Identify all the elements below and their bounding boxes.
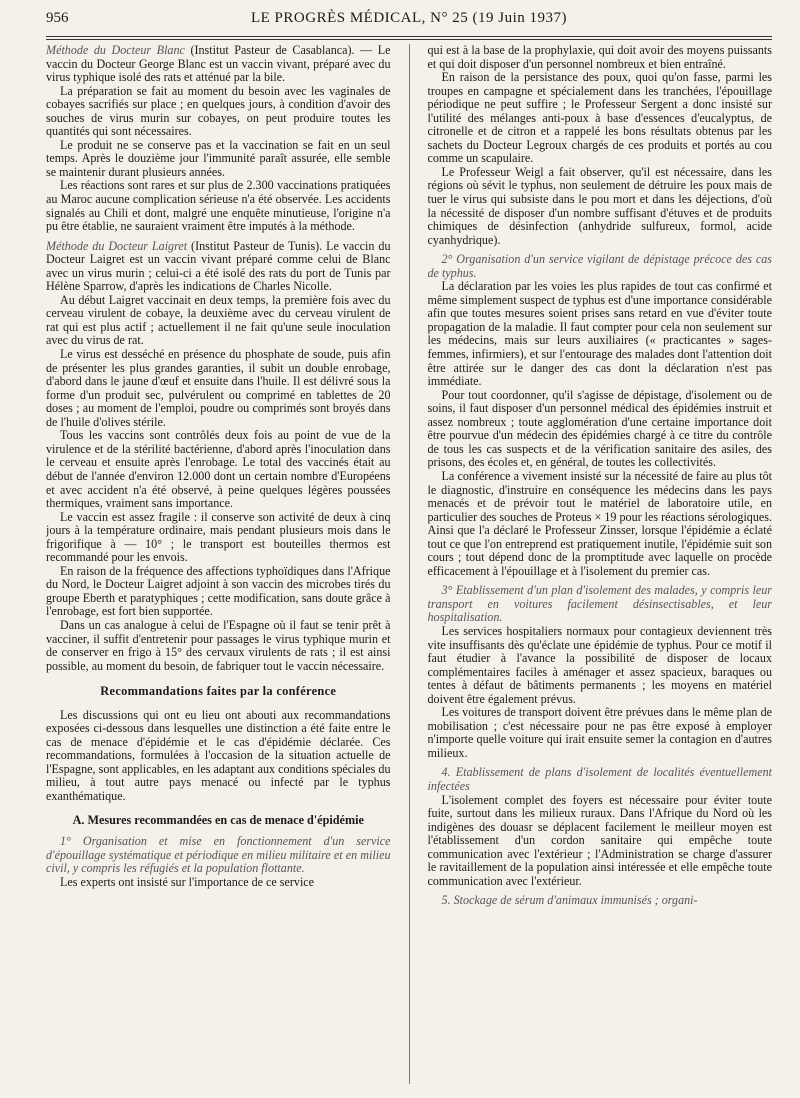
paragraph-text: (Institut Pasteur de Tunis). Le vaccin du Docteur Laigret est un vaccin vivant préparé comme celui de Blanc avec un virus murin ; celui-ci a été isolé des rats du port de Tunis par Hélène Sparrow, d'après les indications de Charles Nicolle. (46, 238, 391, 294)
page-number: 956 (46, 10, 69, 26)
body-paragraph (46, 44, 391, 85)
body-paragraph: Tous les vaccins sont contrôlés deux fois au point de vue de la virulence et de la stérilité bactérienne, d'abord après l'inoculation dans le cerveau et ensuite après l'enrobage. Le total des vaccinés était au début de l'année d'environ 12.000 dont un certain nombre d'Européens et avec accident n'a été observé, à peine quelques légères poussées thermiques, vraiment sans importance. (46, 428, 391, 511)
body-paragraph: En raison de la persistance des poux, quoi qu'on fasse, parmi les troupes en campagne et spécialement dans les tranchées, l'épouillage périodique ne peut suffire ; le Professeur Sergent a donc insisté sur l'utilité des mélanges anti-poux à base d'essences d'eucalyptus, de citronelle et de citron et a rappelé les bons résultats obtenus par les sachets du Docteur Legroux chargés de ces produits et portés au cou comme un scapulaire. (427, 70, 772, 166)
page-header (46, 10, 772, 36)
method-title: Méthode du Docteur Laigret (46, 238, 188, 253)
right-column (428, 44, 773, 1084)
body-paragraph: Les services hospitaliers normaux pour contagieux deviennent très vite insuffisants dès qu'éclate une épidémie de typhus. Pour ce motif il faut étudier à l'avance la possibilité de disposer de locaux complémentaires faciles à aménager et assez spacieux, baraques ou tentes à défaut de bâtiments permanents ; les moyens en matériel doivent être également prévus. (427, 623, 772, 706)
body-paragraph: La conférence a vivement insisté sur la nécessité de faire au plus tôt le diagnostic, d'instruire en conséquence les médecins dans les pays menacés et de prévoir tout le matériel de laboratoire utile, en particulier des souches de Proteus × 19 pour les réactions sérologiques. Ainsi que l'a déclaré le Professeur Zinsser, lorsque l'épidémie a éclaté tout ce que l'on entreprend est pratiquement inutile, l'épidémie suit son cours ; tout dépend donc de la promptitude avec laquelle on procède efficacement à l'épouillage et à l'isolement du premier cas. (427, 468, 772, 578)
section-heading: Recommandations faites par la conférence (100, 684, 337, 699)
body-paragraph: Le vaccin est assez fragile : il conserve son activité de deux à cinq jours à la température ordinaire, mais pendant plusieurs mois dans le frigorifique à — 10° ; le transport est bouteilles thermos est recommandé pour les envois. (46, 509, 391, 565)
body-paragraph: Les voitures de transport doivent être prévues dans le même plan de mobilisation ; c'est nécessaire pour ne pas être exposé à employer n'importe quelle voiture qui irait ensuite semer la contagion en d'autres milieux. (427, 705, 772, 760)
paragraph-text: (Institut Pasteur de Casablanca). — Le vaccin du Docteur George Blanc est un vaccin vivant, préparé avec du virus typhique isolé des rats et atténué par la bile. (46, 44, 391, 85)
body-paragraph: Le produit ne se conserve pas et la vaccination se fait en un seul temps. Après le douzième jour l'immunité paraît assurée, elle semble se maintenir durant plusieurs années. (46, 137, 391, 179)
body-paragraph: En raison de la fréquence des affections typhoïdiques dans l'Afrique du Nord, le Docteur Laigret adjoint à son vaccin des microbes tirés du groupe Eberth et paratyphiques ; cette modification, sans doute grâce à l'enrobage, est fort bien supportée. (46, 563, 391, 619)
body-paragraph (46, 240, 391, 294)
numbered-heading-paragraph: 3° Etablissement d'un plan d'isolement des malades, y compris leur transport en voitures facilement désinsectisables, et leur hospitalisation. (427, 583, 772, 625)
method-title: Méthode du Docteur Blanc (46, 44, 185, 57)
body-paragraph: Dans un cas analogue à celui de l'Espagne où il faut se tenir prêt à vacciner, il suffit d'entretenir pour passages le virus typhique murin et de conserver en frigo à 15° des cervaux virulents de rats ; il est ainsi possible, au moment du besoin, de fabriquer tout le vaccin nécessaire. (46, 617, 391, 673)
body-paragraph: Le Professeur Weigl a fait observer, qu'il est nécessaire, dans les régions où sévit le typhus, non seulement de détruire les poux mais de tuer le virus qui subsiste dans le pou mort et dans les déjections, d'où la nécessité de disposer d'un nombre suffisant d'étuves et de produits chimiques de désinfection (anhydride sulfureux, formol, acide cyanhydrique). (427, 164, 772, 247)
left-column (46, 44, 391, 1084)
numbered-heading-paragraph: 2° Organisation d'un service vigilant de dépistage précoce des cas de typhus. (427, 252, 772, 280)
header-rule (46, 36, 772, 40)
body-paragraph: Les experts ont insisté sur l'importance de ce service (60, 874, 315, 889)
body-paragraph: Pour tout coordonner, qu'il s'agisse de dépistage, d'isolement ou de soins, il faut disposer d'un personnel médical des épidémies instruit et assez nombreux ; toute agglomération d'une certaine importance doit être pourvue d'un médecin des épidémies chargé à ce titre du contrôle de tous les cas suspects et de la vérification sanitaire des asiles, des prisons, des écoles et, en général, de toutes les collectivités. (427, 387, 772, 470)
body-paragraph: Les discussions qui ont eu lieu ont abouti aux recommandations exposées ci-dessous dans lesquelles une distinction a été faite entre le cas de menace d'épidémie et le cas d'épidémie déclarée. Ces recommandations, formulées à l'occasion de la situation actuelle de l'Espagne, sont applicables, en les adaptant aux conditions spéciales du milieu, à tout autre pays menacé ou infecté par le typhus exanthématique. (46, 707, 391, 803)
text-columns (46, 44, 772, 1084)
body-paragraph: qui est à la base de la prophylaxie, qui doit avoir des moyens puissants et qui doit disposer d'un personnel nombreux et bien entraîné. (427, 44, 772, 71)
body-paragraph: Au début Laigret vaccinait en deux temps, la première fois avec du cerveau virulent de cobaye, la deuxième avec du cerveau virulent de rat qui est plus actif ; actuellement il ne fait qu'une seule inoculation avec du virus de rat. (46, 292, 391, 348)
running-title: LE PROGRÈS MÉDICAL, N° 25 (19 Juin 1937) (250, 10, 567, 26)
column-divider (409, 44, 410, 1084)
numbered-heading-paragraph: 5. Stockage de sérum d'animaux immunisés ; organi- (441, 893, 698, 908)
body-paragraph: L'isolement complet des foyers est nécessaire pour éviter toute fuite, surtout dans les milieux ruraux. Dans l'Afrique du Nord où les indigènes des douasr se déplacent facilement le meilleur moyen est l'établissement d'un cordon sanitaire qui empêche toute communication avec l'extérieur ; l'Administration se charge d'assurer le ravitaillement de la population ainsi intéressée et elle empêche toute communication avec l'extérieur. (427, 792, 772, 888)
body-paragraph: La préparation se fait au moment du besoin avec les vaginales de cobayes sacrifiés sur place ; en quelques jours, à condition d'avoir des souches de virus murin sur cobayes, on peut produire toutes les quantités qui sont nécessaires. (46, 83, 391, 139)
numbered-heading-paragraph: 4. Etablissement de plans d'isolement de localités éventuellement infectées (427, 765, 772, 793)
subsection-heading: A. Mesures recommandées en cas de menace d'épidémie (72, 812, 364, 827)
body-paragraph: La déclaration par les voies les plus rapides de tout cas confirmé et même simplement suspect de typhus est d'une importance considérable afin que toutes mesures soient prises sans retard en vue d'éviter toute propagation de la maladie. Il faut compter pour cela non seulement sur les médecins, mais sur leurs auxiliaires (« practicantes » sages-femmes, infirmiers), et sur l'entourage des malades dont l'attention doit être attirée sur le danger des cas dont la déclaration n'est pas immédiate. (427, 279, 772, 389)
body-paragraph: Le virus est desséché en présence du phosphate de soude, puis afin de présenter les plus grandes garanties, il subit un double enrobage, d'abord dans le jaune d'œuf et ensuite dans l'huile. Il est délivré sous la forme d'un produit sec, pulvérulent ou comprimé en tablettes de 20 doses ; au moment de l'emploi, poudre ou comprimés sont broyés dans de l'huile d'olives stérile. (46, 347, 391, 429)
body-paragraph: Les réactions sont rares et sur plus de 2.300 vaccinations pratiquées au Maroc aucune complication sérieuse n'a été observée. Les accidents signalés au Chili et dont, malgré une enquête minutieuse, l'origine n'a pu être établie, ne sauraient vraiment être imputés à la méthode. (46, 178, 391, 234)
numbered-heading-paragraph: 1° Organisation et mise en fonctionnement d'un service d'épouillage systématique et périodique en milieu militaire et en milieu civil, y compris les réfugiés et la population flottante. (46, 834, 391, 876)
